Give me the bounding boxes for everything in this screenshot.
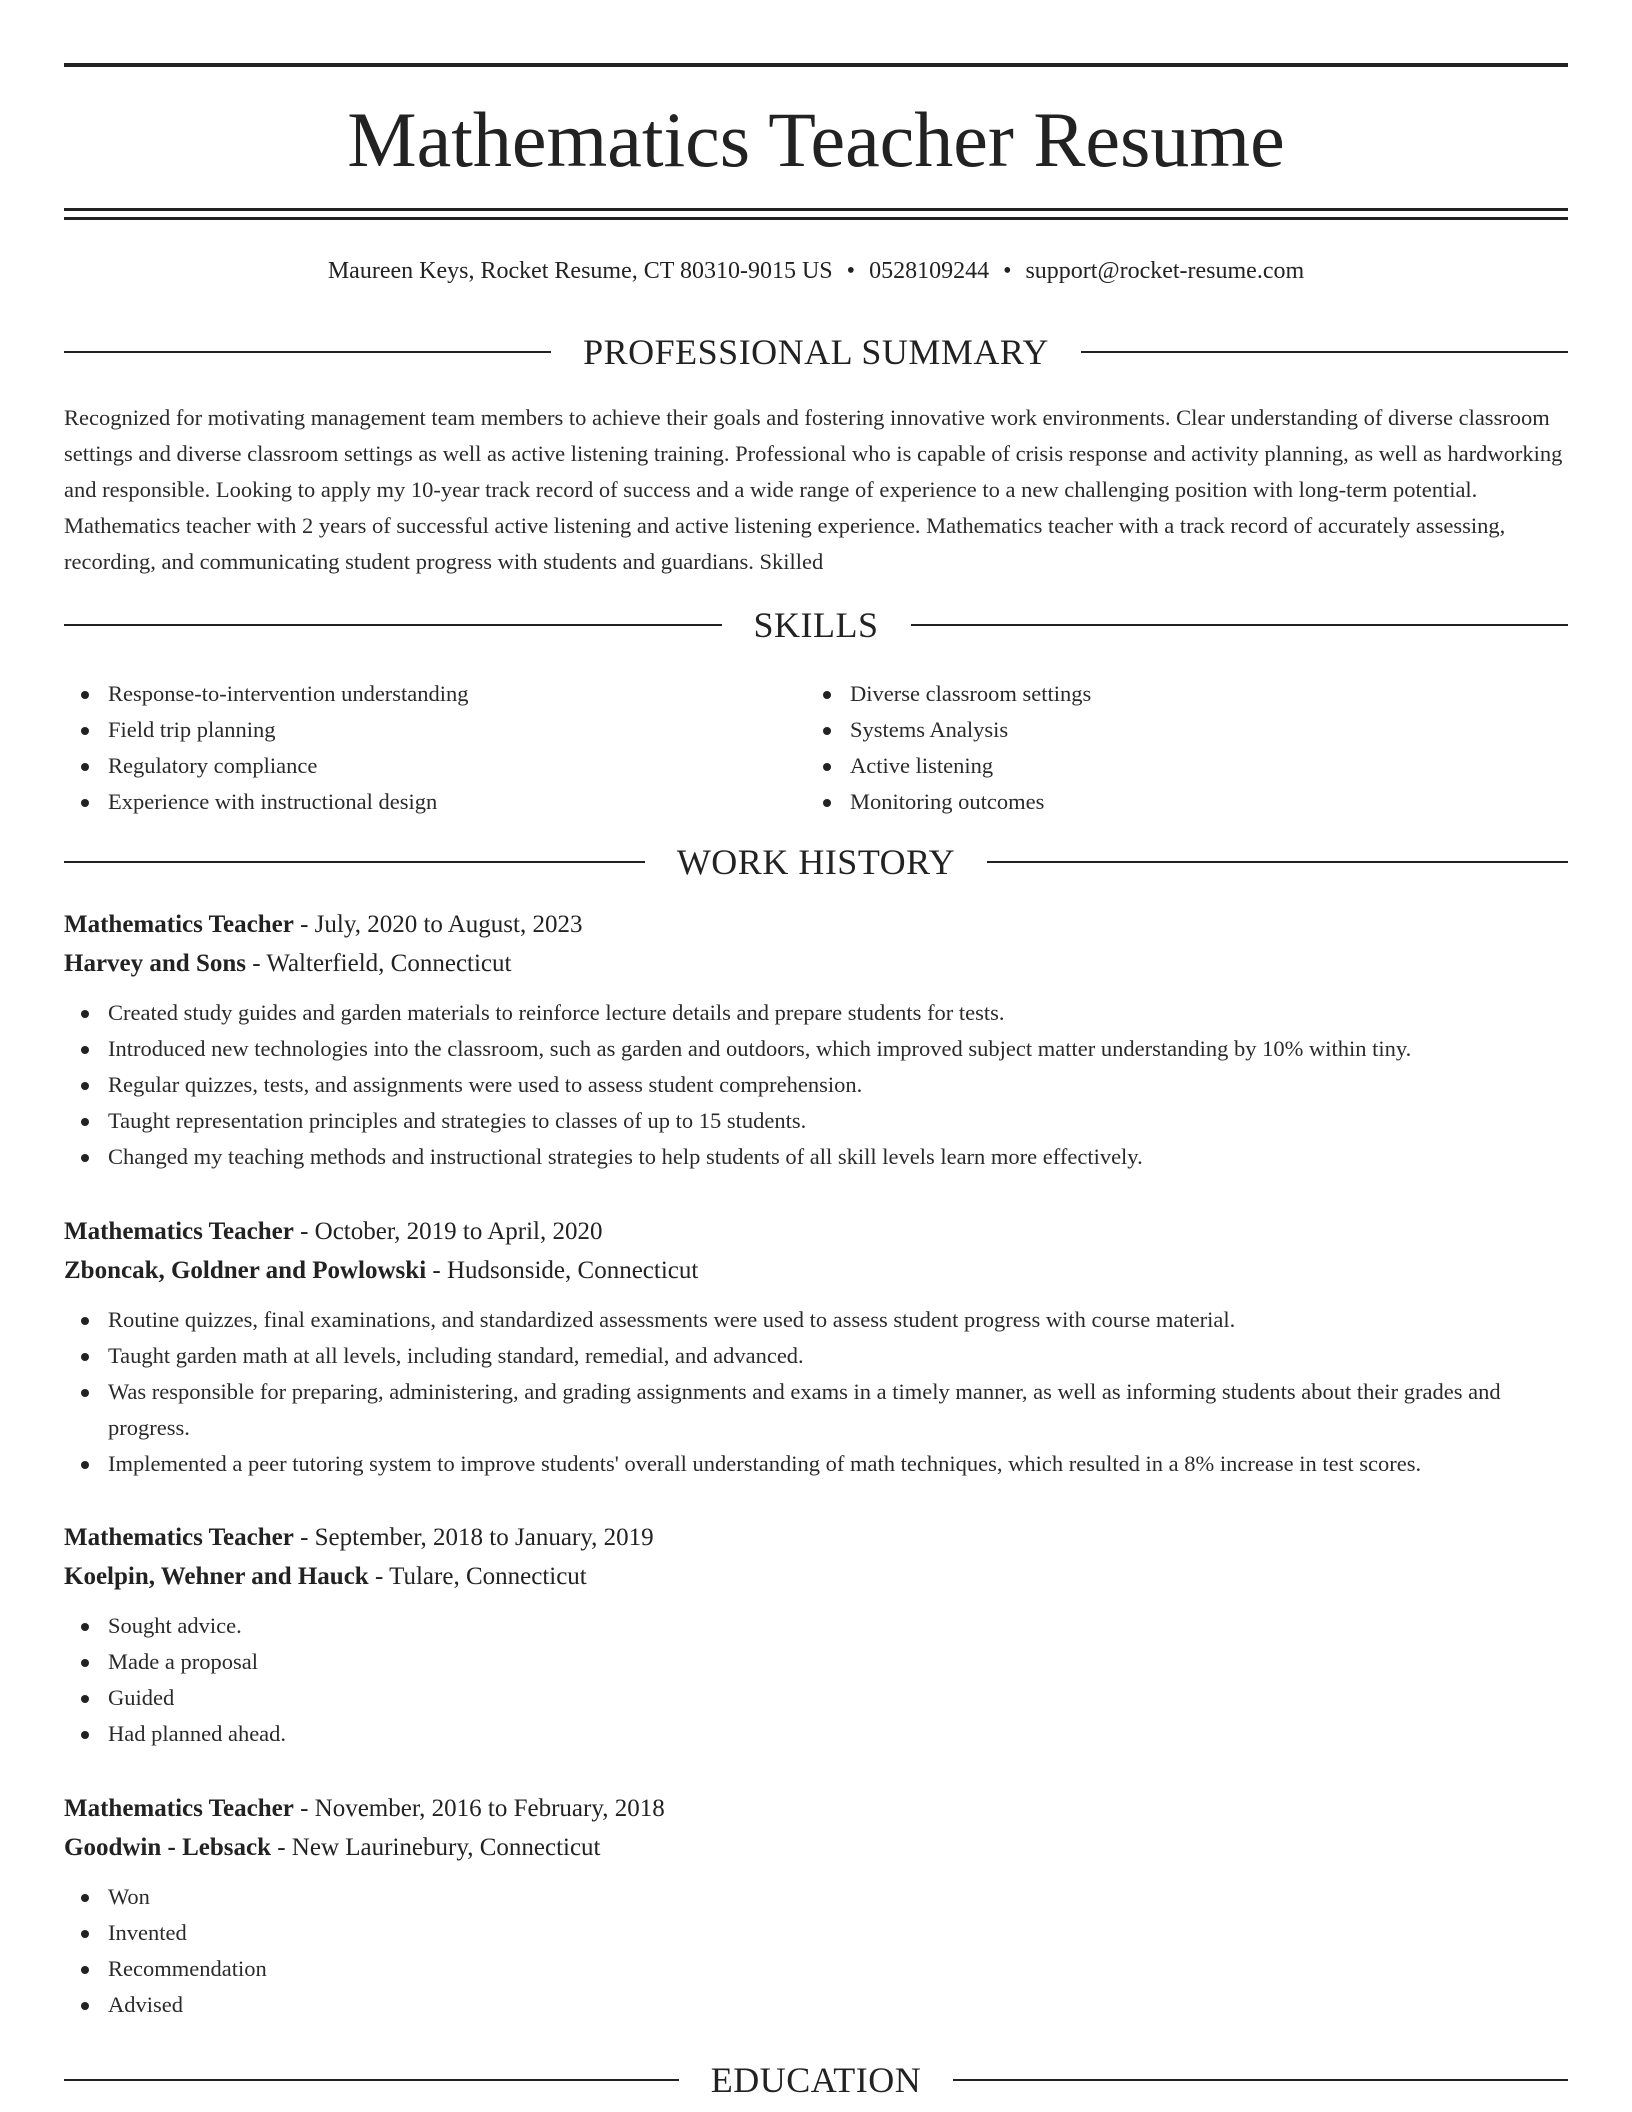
section-rule bbox=[64, 351, 551, 353]
section-header-skills bbox=[64, 603, 1568, 647]
job-bullet: Regular quizzes, tests, and assignments were used to assess student comprehension. bbox=[64, 1067, 1568, 1103]
job-title-line bbox=[64, 905, 1568, 944]
contact-address: Maureen Keys, Rocket Resume, CT 80310-9015 US bbox=[327, 258, 833, 284]
job-bullet: Taught garden math at all levels, including standard, remedial, and advanced. bbox=[64, 1338, 1568, 1374]
skill-item: Regulatory compliance bbox=[64, 748, 806, 784]
job-company-line bbox=[64, 1828, 1568, 1867]
job-location: - Hudsonside, Connecticut bbox=[426, 1257, 699, 1284]
contact-email: support@rocket-resume.com bbox=[1025, 258, 1305, 284]
job-dates: - November, 2016 to February, 2018 bbox=[293, 1795, 665, 1822]
job-title: Mathematics Teacher bbox=[64, 1218, 294, 1245]
job-company: Goodwin - Lebsack bbox=[64, 1834, 271, 1861]
section-rule bbox=[64, 2079, 679, 2081]
section-header-education bbox=[64, 2058, 1568, 2102]
section-rule bbox=[953, 2079, 1568, 2081]
title-double-rule bbox=[64, 208, 1568, 220]
job-bullets bbox=[64, 1302, 1568, 1482]
job-company-line bbox=[64, 944, 1568, 983]
job-title-line bbox=[64, 1789, 1568, 1828]
summary-paragraph: Recognized for motivating management team members to achieve their goals and fostering innovative work environments. Clear understanding of diverse classroom settings and diverse classroom settings as well as active listening training. Professional who is capable of crisis response and activity planning, as well as hardworking and responsible. Looking to apply my 10-year track record of success and a wide range of experience to a new challenging position with long-term potential. Mathematics teacher with 2 years of successful active listening and active listening experience. Mathematics teacher with a track record of accurately assessing, recording, and communicating student progress with students and guardians. Skilled bbox=[64, 405, 1563, 574]
job-title: Mathematics Teacher bbox=[64, 1795, 294, 1822]
job-bullet: Introduced new technologies into the classroom, such as garden and outdoors, which improved subject matter understanding by 10% within tiny. bbox=[64, 1031, 1568, 1067]
job-bullet: Won bbox=[64, 1879, 1568, 1915]
job-bullets bbox=[64, 1879, 1568, 2023]
job-entry bbox=[64, 905, 1568, 1175]
job-location: - New Laurinebury, Connecticut bbox=[270, 1834, 601, 1861]
job-bullet: Implemented a peer tutoring system to improve students' overall understanding of math techniques, which resulted in a 8% increase in test scores. bbox=[64, 1446, 1568, 1482]
skill-item: Field trip planning bbox=[64, 712, 806, 748]
skill-item: Monitoring outcomes bbox=[806, 784, 1548, 820]
job-bullet: Created study guides and garden materials to reinforce lecture details and prepare students for tests. bbox=[64, 995, 1568, 1031]
section-rule bbox=[987, 861, 1568, 863]
job-bullet: Changed my teaching methods and instructional strategies to help students of all skill levels learn more effectively. bbox=[64, 1139, 1568, 1175]
top-rule bbox=[64, 63, 1568, 67]
job-bullets bbox=[64, 995, 1568, 1175]
resume-title: Mathematics Teacher Resume bbox=[347, 96, 1285, 183]
section-rule bbox=[911, 624, 1569, 626]
job-company: Harvey and Sons bbox=[64, 950, 246, 977]
section-title-work: WORK HISTORY bbox=[676, 842, 956, 882]
job-bullet: Sought advice. bbox=[64, 1608, 1568, 1644]
job-entry bbox=[64, 1212, 1568, 1482]
job-company-line bbox=[64, 1251, 1568, 1290]
skill-item: Diverse classroom settings bbox=[806, 676, 1548, 712]
skill-item: Active listening bbox=[806, 748, 1548, 784]
job-bullet: Invented bbox=[64, 1915, 1568, 1951]
section-header-summary bbox=[64, 330, 1568, 374]
section-rule bbox=[64, 861, 645, 863]
section-header-work bbox=[64, 840, 1568, 884]
contact-separator: • bbox=[1003, 258, 1012, 284]
contact-line bbox=[64, 254, 1568, 288]
job-dates: - October, 2019 to April, 2020 bbox=[293, 1218, 603, 1245]
job-company-line bbox=[64, 1557, 1568, 1596]
contact-phone: 0528109244 bbox=[869, 258, 990, 284]
job-location: - Walterfield, Connecticut bbox=[245, 950, 512, 977]
job-entry bbox=[64, 1518, 1568, 1752]
skill-item: Systems Analysis bbox=[806, 712, 1548, 748]
skills-column-left bbox=[64, 676, 806, 820]
job-bullet: Guided bbox=[64, 1680, 1568, 1716]
skills-column-right bbox=[806, 676, 1548, 820]
job-entry bbox=[64, 1789, 1568, 2023]
contact-separator: • bbox=[846, 258, 856, 284]
job-title: Mathematics Teacher bbox=[64, 1524, 294, 1551]
job-bullet: Advised bbox=[64, 1987, 1568, 2023]
job-bullet: Recommendation bbox=[64, 1951, 1568, 1987]
job-bullet: Routine quizzes, final examinations, and standardized assessments were used to assess student progress with course material. bbox=[64, 1302, 1568, 1338]
skill-item: Experience with instructional design bbox=[64, 784, 806, 820]
section-title-education: EDUCATION bbox=[710, 2060, 922, 2100]
section-rule bbox=[1081, 351, 1568, 353]
job-title-line bbox=[64, 1518, 1568, 1557]
job-bullet: Taught representation principles and strategies to classes of up to 15 students. bbox=[64, 1103, 1568, 1139]
job-location: - Tulare, Connecticut bbox=[368, 1563, 587, 1590]
job-company: Koelpin, Wehner and Hauck bbox=[64, 1563, 369, 1590]
job-company: Zboncak, Goldner and Powlowski bbox=[64, 1257, 427, 1284]
job-bullet: Had planned ahead. bbox=[64, 1716, 1568, 1752]
section-title-summary: PROFESSIONAL SUMMARY bbox=[583, 332, 1049, 372]
job-dates: - September, 2018 to January, 2019 bbox=[293, 1524, 654, 1551]
skills-grid bbox=[64, 676, 1568, 820]
job-bullets bbox=[64, 1608, 1568, 1752]
section-rule bbox=[64, 624, 722, 626]
job-dates: - July, 2020 to August, 2023 bbox=[293, 911, 583, 938]
section-title-skills: SKILLS bbox=[753, 605, 879, 645]
skill-item: Response-to-intervention understanding bbox=[64, 676, 806, 712]
job-bullet: Made a proposal bbox=[64, 1644, 1568, 1680]
job-bullet: Was responsible for preparing, administering, and grading assignments and exams in a timely manner, as well as informing students about their grades and progress. bbox=[64, 1374, 1568, 1446]
job-title-line bbox=[64, 1212, 1568, 1251]
job-title: Mathematics Teacher bbox=[64, 911, 294, 938]
